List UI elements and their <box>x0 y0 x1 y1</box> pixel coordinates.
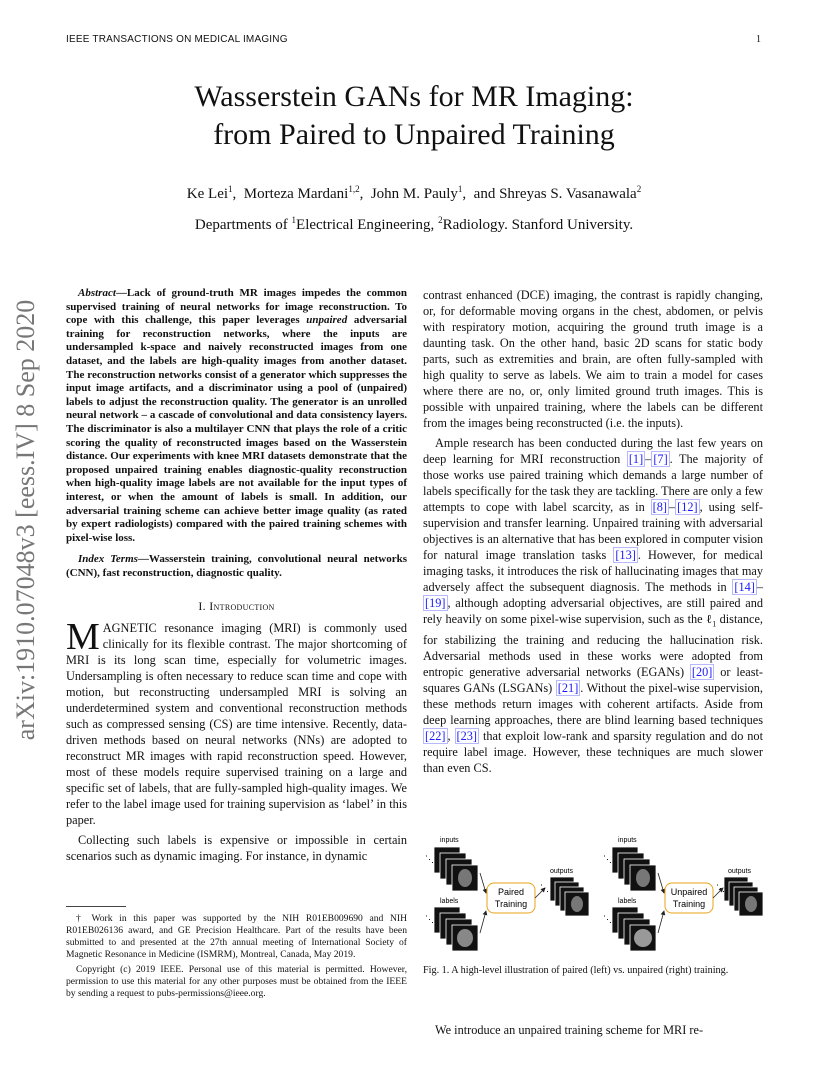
p2-s8: . Without the pixel-wise supervision, these methods return images with coherent artifacts. Aside from deep learning approaches, there are blind learning based techniques <box>423 681 763 728</box>
p2-s5: , although adopting adversarial objectives, are still paired and rely heavily on some pixel-wise supervision, such as the ℓ <box>423 596 763 626</box>
author-2: Morteza Mardani <box>243 186 349 202</box>
l1-subscript: 1 <box>712 619 717 629</box>
index-terms <box>66 553 407 580</box>
affiliations <box>0 217 828 234</box>
p2-dash-2: – <box>668 500 676 514</box>
author-1-affil: 1 <box>228 184 233 194</box>
abstract-text-a: —Lack of ground-truth MR images impedes the common supervised training of neural networks for image reconstruction. To cope with this challenge, this paper leverages <box>66 287 407 327</box>
dots-icon: ⋱ <box>603 854 612 864</box>
p2-s3: , using self-supervision and transfer learning. Unpaired training with adversarial objectives is an alternative that has been explored in computer vision for natural image translation tasks <box>423 500 763 562</box>
journal-header: IEEE TRANSACTIONS ON MEDICAL IMAGING <box>66 34 288 45</box>
author-4-affil: 2 <box>636 184 642 194</box>
unpaired-outputs-label: outputs <box>728 868 751 875</box>
arrow-icon <box>480 911 486 933</box>
index-terms-text: —Wasserstein training, convolutional neural networks (CNN), fast reconstruction, diagnostic quality. <box>66 553 407 579</box>
p2-s2: . The majority of those works use paired training which demands a large number of labels specifically for the task they are tackling. There are only a few attempts to cope with label scarcity, as in <box>423 452 763 514</box>
citation-link[interactable]: [7] <box>653 452 668 466</box>
author-3-affil: 1 <box>457 184 463 194</box>
affil-sup-1: 1 <box>291 215 297 225</box>
footnote-rule <box>66 906 126 907</box>
paired-panel <box>425 837 589 951</box>
intro-paragraph-2: Collecting such labels is expensive or impossible in certain scenarios such as dynamic imaging. For instance, in dynamic <box>66 833 407 864</box>
drop-cap: M <box>66 616 100 659</box>
paired-box-line-1: Paired <box>497 887 525 897</box>
affil-dept-1: Electrical Engineering, <box>296 217 439 233</box>
p2-s7: or least-squares GANs (LSGANs) <box>423 665 763 696</box>
label-stack-icon <box>434 907 478 951</box>
author-3: John M. Pauly <box>370 186 458 202</box>
p2-sep: , <box>447 729 455 744</box>
dots-icon: ⋱ <box>425 914 434 924</box>
output-stack-icon <box>550 877 589 916</box>
p2-s4: . However, for medical imaging tasks, it introduces the risk of hallucinating images that may adversely affect the subsequent diagnosis. The methods in <box>423 548 763 594</box>
dots-icon: ⋱ <box>540 883 549 893</box>
citation-link[interactable]: [23] <box>456 729 478 744</box>
abstract-emph: unpaired <box>306 314 348 327</box>
citation-link[interactable]: [22] <box>425 729 446 744</box>
arxiv-stamp <box>6 280 46 760</box>
figure-caption: Fig. 1. A high-level illustration of paired (left) vs. unpaired (right) training. <box>423 965 729 976</box>
citation-link[interactable]: [13] <box>615 548 636 562</box>
arxiv-id: arXiv:1910.07048v3 [eess.IV] 8 Sep 2020 <box>11 299 40 741</box>
p2-s6: distance, for stabilizing the training and reducing the hallucination risk. Adversarial methods used in these works were adopted from entropic generative adversarial networks (EGANs) <box>423 612 763 680</box>
footnote-copyright: Copyright (c) 2019 IEEE. Personal use of this material is permitted. However, permission to use this material for any other purposes must be obtained from the IEEE by sending a request to pubs-permissions@ieee.org. <box>66 964 407 999</box>
left-column <box>66 287 407 864</box>
arrow-icon <box>480 873 486 893</box>
dots-icon: ⋱ <box>603 914 612 924</box>
unpaired-box-line-1: Unpaired <box>670 887 708 897</box>
paper-title <box>0 78 828 154</box>
title-line-1: Wasserstein GANs for MR Imaging: <box>194 80 634 113</box>
unpaired-inputs-label: inputs <box>618 837 637 844</box>
paired-labels-label: labels <box>440 898 459 905</box>
affil-dept-2: Radiology. Stanford University. <box>442 217 634 233</box>
unpaired-labels-label: labels <box>618 898 637 905</box>
author-1: Ke Lei <box>186 186 229 202</box>
unpaired-panel <box>603 837 763 951</box>
input-stack-icon <box>612 847 656 891</box>
right-paragraph-3: We introduce an unpaired training scheme for MRI re- <box>435 1023 704 1037</box>
right-paragraph-1: contrast enhanced (DCE) imaging, the contrast is rapidly changing, or, for deformable moving organs in the chest, abdomen, or pelvis with respiratory motion, acquiring the ground truth image is a daunting task. On the other hand, basic 2D scans for static body parts, such as extremities and brain, are often fully-sampled with high quality to serve as labels. We aim to train a model for cases where there are no, or, only limited ground truth images. This is possible with unpaired training, where the labels can be different from the images being reconstructed (i.e. the inputs). <box>423 288 763 430</box>
citation-link[interactable]: [14] <box>734 580 755 594</box>
section-heading-introduction <box>66 598 407 614</box>
citation-link[interactable]: [20] <box>691 665 713 680</box>
citation-link[interactable]: [21] <box>557 681 579 696</box>
p2-s1: Ample research has been conducted during the last few years on deep learning for MRI reconstruction <box>423 436 763 466</box>
citation-link[interactable]: [12] <box>677 500 698 514</box>
unpaired-box-line-2: Training <box>672 899 706 909</box>
input-stack-icon <box>434 847 478 891</box>
citation-link[interactable]: [19] <box>425 596 446 610</box>
dots-icon: ⋱ <box>425 854 434 864</box>
page-number: 1 <box>756 34 761 45</box>
p2-dash-1: – <box>645 452 652 466</box>
figure-1 <box>422 833 767 963</box>
arrow-icon <box>658 911 664 933</box>
output-stack-icon <box>724 877 763 916</box>
citation-link[interactable]: [1] <box>628 452 644 466</box>
section-number: I. <box>198 599 206 614</box>
author-2-affil: 1,2 <box>348 184 360 194</box>
intro-paragraph-1 <box>66 616 407 828</box>
arrow-icon <box>658 873 664 893</box>
footnote-funding: † Work in this paper was supported by the NIH R01EB009690 and NIH R01EB026136 award, and GE Precision Healthcare. Part of the results have been submitted to and presented at the 27th annual meeting of International Society of Magnetic Resonance in Medicine (ISMRM), Montreal, Canada, May 2019. <box>66 913 407 960</box>
label-stack-icon <box>612 907 656 951</box>
right-paragraph-2 <box>423 435 763 776</box>
author-list: Ke Lei$^1$, Morteza Mardani$^{1,2}$, John M. Pauly$^1$, and Shreyas S. Vasanawala$^2$ <box>186 184 642 202</box>
title-line-2: from Paired to Unpaired Training <box>213 118 615 151</box>
abstract-label: Abstract <box>78 287 116 299</box>
abstract-text-b: adversarial training for reconstruction networks, where the inputs are undersampled k-space and naively reconstructed images from one dataset, and the labels are high-quality images from another dataset. The reconstruction networks consist of a generator which suppresses the input image artifacts, and a discriminator using a pool of (unpaired) labels to adjust the reconstruction quality. The generator is an unrolled neural network – a cascade of convolutional and data consistency layers. The discriminator is also a multilayer CNN that plays the role of a critic scoring the quality of reconstructed images based on the Wasserstein distance. Our experiments with knee MRI datasets demonstrate that the proposed unpaired training enables diagnostic-quality reconstruction when high-quality image labels are not available for the input types of interest, or when the amount of labels is small. In addition, our adversarial training scheme can achieve better image quality (as rated by expert radiologists) compared with the paired training schemes with pixel-wise loss. <box>66 314 407 544</box>
affil-prefix: Departments of <box>194 217 292 233</box>
index-terms-label: Index Terms <box>78 553 138 566</box>
p2-dash-3: – <box>756 580 763 594</box>
author-4: and Shreyas S. Vasanawala <box>473 186 637 202</box>
intro-paragraph-1-text: AGNETIC resonance imaging (MRI) is commonly used clinically for its flexible contrast. The major shortcoming of MRI is its long scan time, especially for volumetric images. Undersampling is often necessary to reduce scan time and cope with motion, but reconstructing undersampled MRI is solving an underdetermined system and conventional reconstruction methods such as compressed sensing (CS) are time intensive. Recently, data-driven methods based on neural networks (NNs) are adopted to reconstruct MR images with rapid reconstruction speed. However, most of these models require supervised training on a large and specific set of labels, that are fully-sampled high-quality images. We refer to the label image used for training supervision as ‘label’ in this paper. <box>66 621 407 828</box>
p2-s9: that exploit low-rank and sparsity regulation and do not require label image. However, these techniques are much slower than even CS. <box>423 729 763 776</box>
paired-box-line-2: Training <box>494 899 528 909</box>
right-column <box>423 287 763 776</box>
paired-inputs-label: inputs <box>440 837 459 844</box>
footnote <box>66 913 407 1000</box>
affil-sup-2: 2 <box>438 215 443 225</box>
section-name: Introduction <box>209 599 275 614</box>
citation-link[interactable]: [8] <box>652 500 667 514</box>
dots-icon: ⋱ <box>716 883 725 893</box>
paired-outputs-label: outputs <box>550 868 573 875</box>
abstract <box>66 287 407 545</box>
